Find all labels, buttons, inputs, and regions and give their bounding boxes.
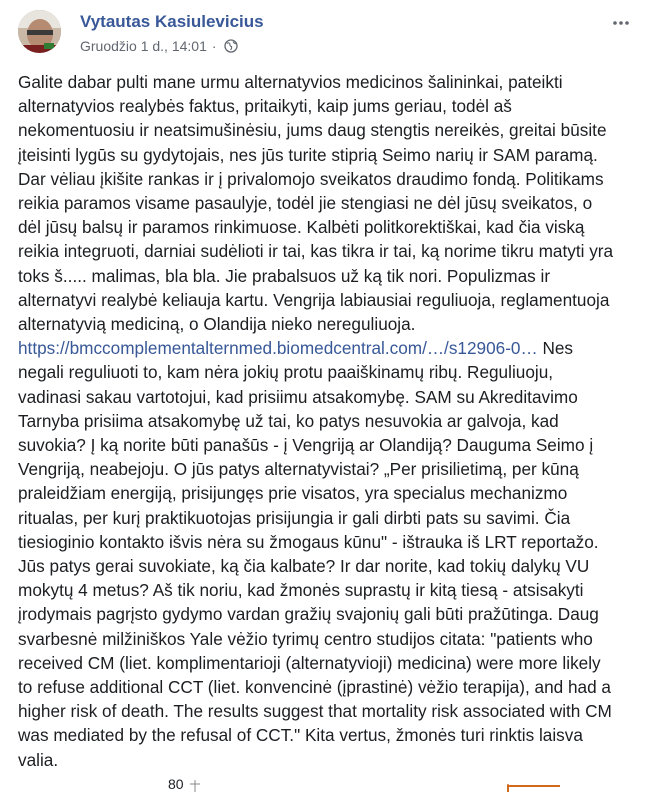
post-line: alternatyvi realybė keliauja kartu. Vengrija labiausiai reguliuoja, reglamentuoja: [18, 289, 610, 310]
post-line: dėl jūsų balsų ir paramos rinkimuose. Kalbėti politkorektiškai, kad čia viską: [18, 217, 585, 238]
post-line: [18, 336, 630, 360]
post-line: valia.: [18, 749, 59, 770]
post-line: įteisinti lygūs su gydytojais, nes jūs turite stiprią Seimo narių ir SAM paramą.: [18, 144, 598, 165]
avatar[interactable]: [18, 10, 61, 53]
post-line: ritualas, per kurį praktikuotojas prisijungia ir gali dirbti pats su savimi. Čia: [18, 507, 571, 528]
post-line: mokytų 4 metus? Aš tik noriu, kad žmonės suprastų ir kitą tiesą - atsisakyti: [18, 580, 584, 601]
post-line: to refuse additional CCT (liet. konvencinė (įprastinė) vėžio terapija), and had a: [18, 677, 611, 698]
post-line: alternatyvios realybės faktus, pritaikyti, kaip jums geriau, todėl aš: [18, 96, 512, 117]
attached-image-preview[interactable]: [0, 772, 646, 792]
post-line: praleidžiam energiją, prisijungęs prie visatos, yra specialus mechanizmo: [18, 483, 568, 504]
post-line: svarbesnė milžiniškos Yale vėžio tyrimų centro studijos citata: "patients who: [18, 628, 593, 649]
post-line: toks š..... malimas, bla bla. Jie prabalsuos už ką tik nori. Populizmas ir: [18, 265, 551, 286]
post-line: vadinasi sakau vartotojui, kad prisiimu atsakomybę. SAM su Akreditavimo: [18, 386, 578, 407]
meta-separator: ·: [211, 38, 217, 54]
post-line: Galite dabar pulti mane urmu alternatyvios medicinos šalininkai, pateikti: [18, 72, 563, 92]
post-timestamp[interactable]: Gruodžio 1 d., 14:01: [80, 38, 207, 54]
post-line: suvokia? Į ką norite būti panašūs - į Vengriją ar Olandiją? Dauguma Seimo į: [18, 435, 594, 456]
post-line: įrodymais pagrįsto gydymo vardan gražių svajonių gali būti pražūtinga. Daug: [18, 604, 599, 625]
post-body: [18, 70, 630, 772]
post-meta: [80, 38, 238, 54]
post-line: Dar vėliau įkišite rankas ir į privalomojo sveikatos draudimo fondą. Politikams: [18, 168, 604, 189]
post-line: tiesioginio kontakto išvis nėra su žmogaus kūnu" - ištrauka iš LRT reportažo.: [18, 531, 599, 552]
post-line: nekomentuosiu ir neatsimušinėsiu, jums daug stengtis nereikės, greitai būsite: [18, 120, 607, 141]
post-line-text: Nes: [537, 338, 574, 359]
post-line: Tarnyba prisiima atsakomybę už tai, ko patys nesuvokia ar galvoja, kad: [18, 410, 559, 431]
post-line: Vengriją, neabejoju. O jūs patys alternatyvistai? „Per prisilietimą, per kūną: [18, 459, 579, 480]
more-options-icon[interactable]: [610, 12, 632, 34]
post-line: was mediated by the refusal of CCT." Kita vertus, žmonės turi rinktis laisva: [18, 725, 583, 746]
post-line: received CM (liet. komplimentarioji (alternatyvioji) medicina) were more likely: [18, 652, 601, 673]
post-line: reikia integruoti, darniai sudėlioti ir tai, kas tikra ir tai, ką norime tikru matyti yra: [18, 241, 614, 262]
external-link[interactable]: https://bmccomplementalternmed.biomedcentral.com/…/s12906-0…: [18, 338, 538, 359]
post-line: higher risk of death. The results suggest that mortality risk associated with CM: [18, 701, 612, 722]
globe-icon[interactable]: [224, 39, 238, 53]
avatar-photo: [18, 10, 61, 53]
author-name[interactable]: Vytautas Kasiulevicius: [80, 12, 264, 31]
image-tick-label: 80: [168, 776, 184, 792]
post-line: alternatyvią mediciną, o Olandija nieko nereguliuoja.: [18, 314, 416, 335]
post-line: negali reguliuoti to, kam nėra jokių protu paaiškinamų ribų. Reguliuoju,: [18, 362, 554, 383]
post-line: Jūs patys gerai suvokiate, ką čia kalbate? Ir dar norite, kad tokių dalykų VU: [18, 556, 590, 577]
post-line: reikia paramos visame pasaulyje, todėl jie stengiasi ne dėl jūsų sveikatos, o: [18, 193, 593, 214]
